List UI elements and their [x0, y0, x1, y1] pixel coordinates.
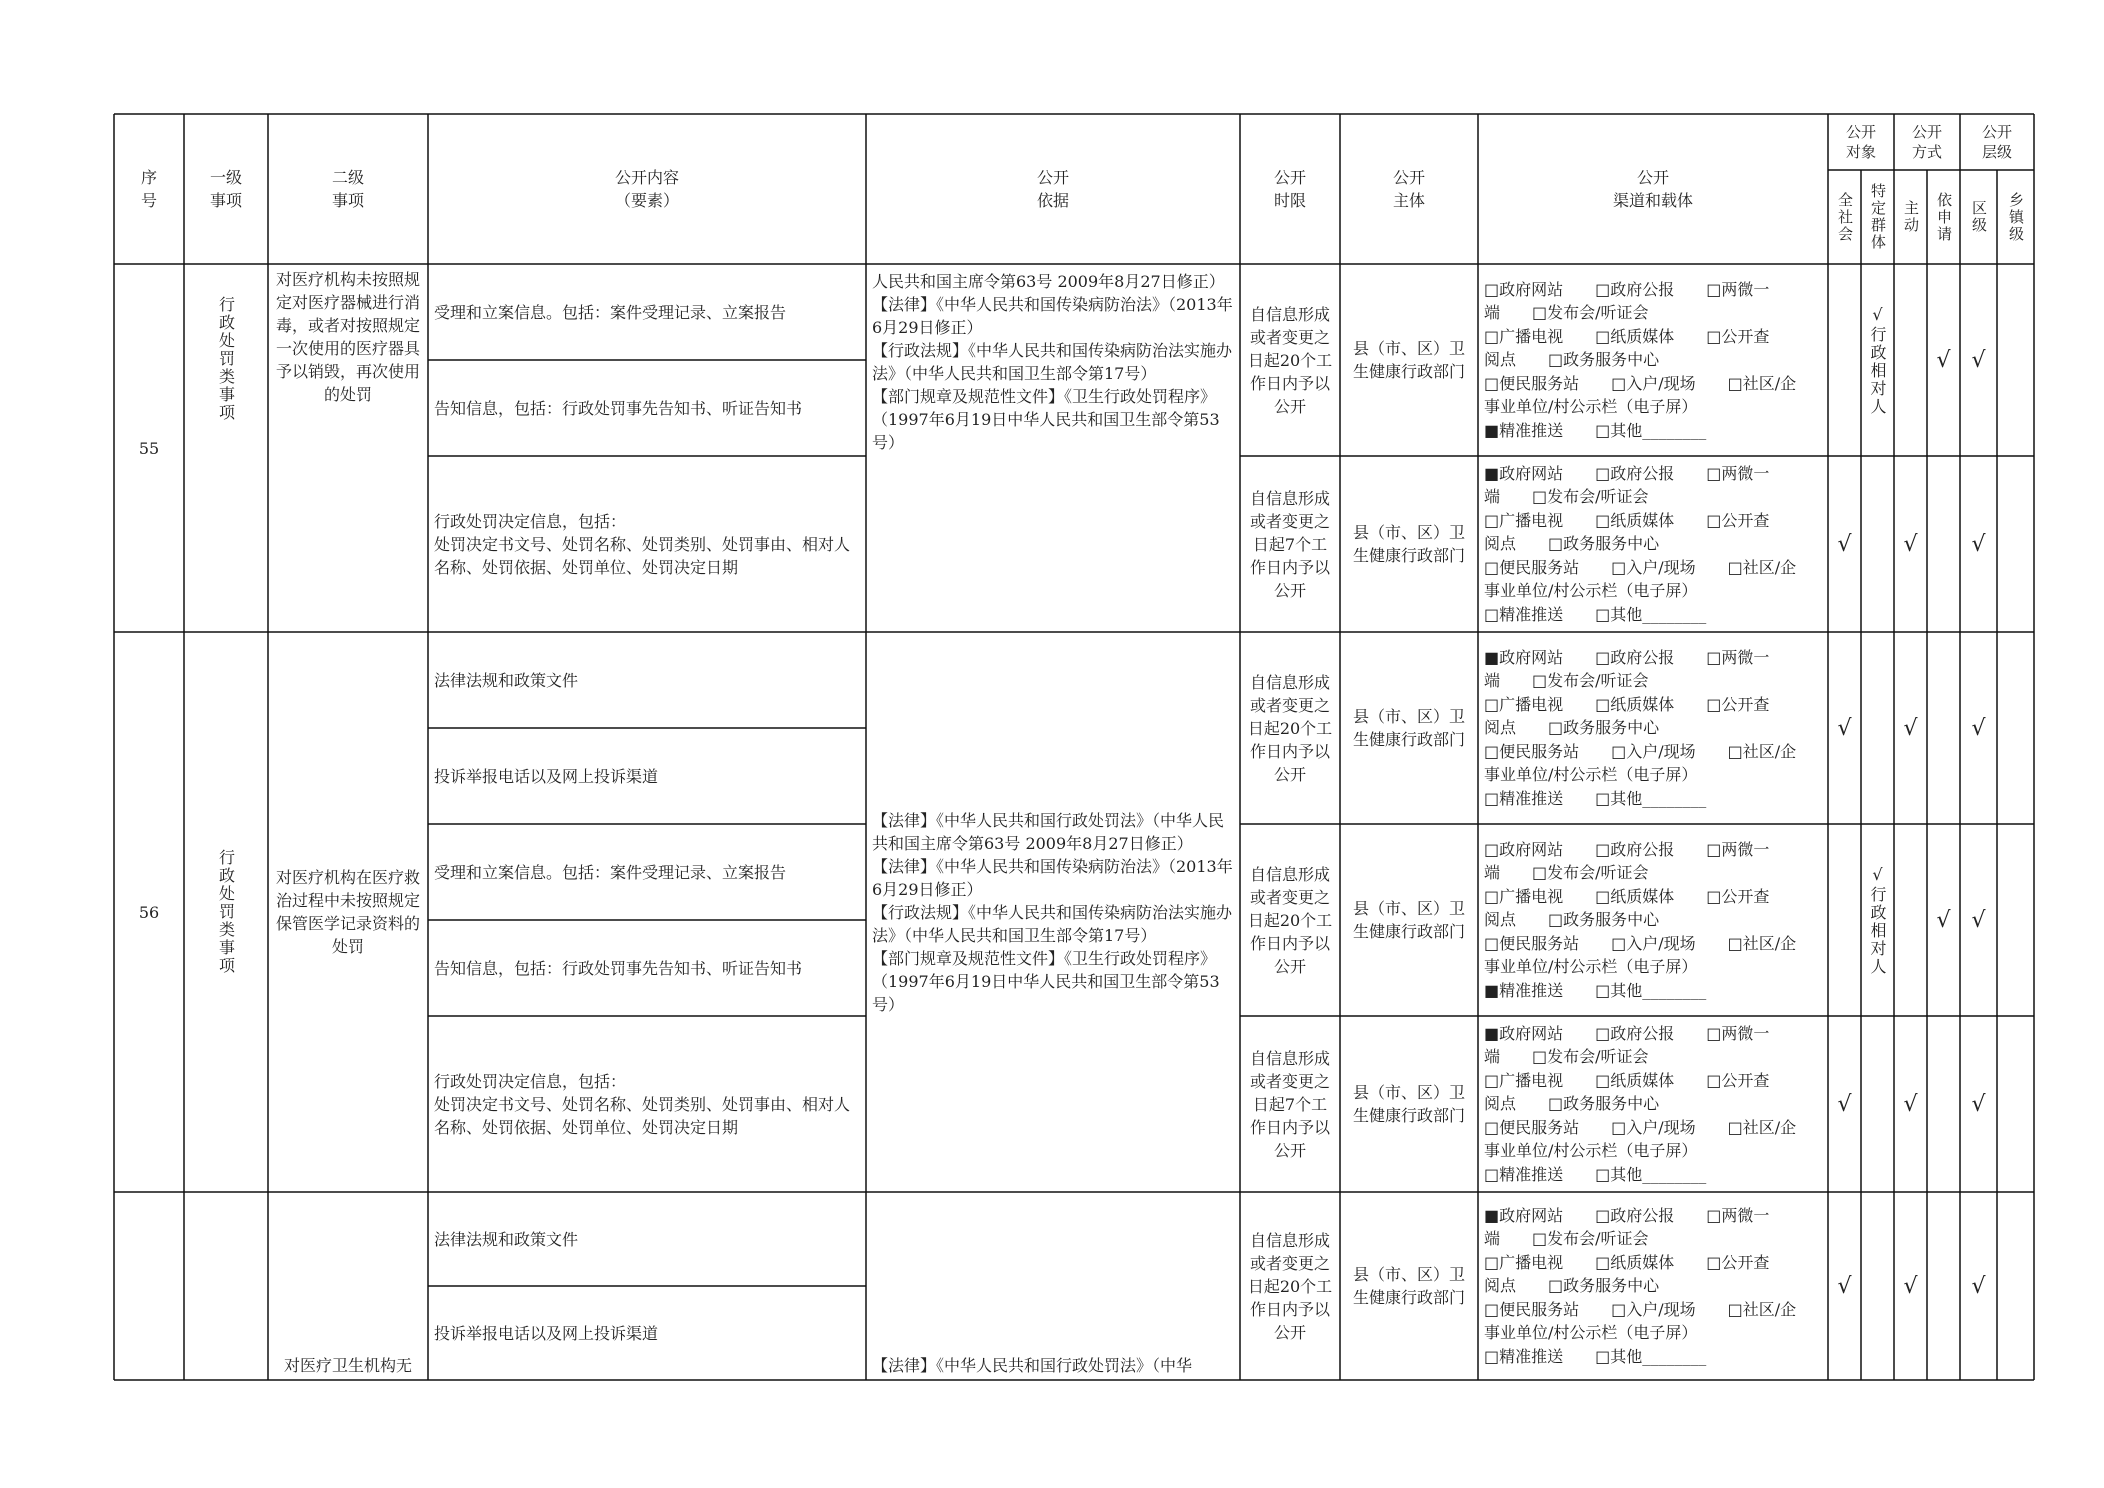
row55-level2: 对医疗机构未按照规定对医疗器械进行消毒，或者对按照规定一次使用的医疗器具予以销毁，再次使用的处罚 — [276, 270, 421, 404]
row55-specific-group-1: √行政相对人 — [1868, 304, 1887, 416]
header-method: 公开 方式 — [1911, 123, 1942, 161]
row56-content-e: 行政处罚决定信息，包括： 处罚决定书文号、处罚名称、处罚类别、处罚事由、相对人名称、处罚依据、处罚单位、处罚决定日期 — [434, 1071, 851, 1137]
row57-content-a: 法律法规和政策文件 — [434, 1229, 579, 1249]
header-tier: 公开 层级 — [1981, 123, 2012, 161]
row56-channel-3: ■政府网站 □政府公报 □两微一 端 □发布会/听证会 □广播电视 □纸质媒体 □公开查 阅点 □政务服务中心 □便民服务站 □入户/现场 □社区/企 事业单位/村公示栏（电子屏） □精准推送 □其他________ — [1484, 1023, 1797, 1184]
row55-active-2: √ — [1903, 531, 1918, 557]
row56-deadline-1: 自信息形成或者变更之日起20个工作日内予以公开 — [1247, 672, 1333, 784]
row56-basis: 【法律】《中华人民共和国行政处罚法》（中华人民共和国主席令第63号 2009年8月27日修正） 【法律】《中华人民共和国传染病防治法》（2013年6月29日修正） 【行政法规】《中华人民共和国传染病防治法实施办法》（中华人民共和国卫生部令第17号） 【部门规章及规范性文件】《卫生行政处罚程序》（1997年6月19日中华人民共和国卫生部令第53号） — [872, 810, 1233, 1014]
row55-basis: 人民共和国主席令第63号 2009年8月27日修正） 【法律】《中华人民共和国传染病防治法》（2013年6月29日修正） 【行政法规】《中华人民共和国传染病防治法实施办法》（中华人民共和国卫生部令第17号） 【部门规章及规范性文件】《卫生行政处罚程序》（1997年6月19日中华人民共和国卫生部令第53号） — [872, 272, 1233, 452]
row57-basis: 【法律】《中华人民共和国行政处罚法》（中华 — [872, 1355, 1193, 1375]
header-content: 公开内容 （要素） — [614, 168, 679, 210]
row55-district-1: √ — [1971, 347, 1986, 373]
row55-channel-1: □政府网站 □政府公报 □两微一 端 □发布会/听证会 □广播电视 □纸质媒体 □公开查 阅点 □政务服务中心 □便民服务站 □入户/现场 □社区/企 事业单位/村公示栏（电子屏） ■精准推送 □其他________ — [1484, 279, 1797, 440]
row56-content-d: 告知信息，包括：行政处罚事先告知书、听证告知书 — [434, 958, 803, 978]
row56-district-2: √ — [1971, 907, 1986, 933]
row57-channel-1: ■政府网站 □政府公报 □两微一 端 □发布会/听证会 □广播电视 □纸质媒体 □公开查 阅点 □政务服务中心 □便民服务站 □入户/现场 □社区/企 事业单位/村公示栏（电子屏） □精准推送 □其他________ — [1484, 1205, 1797, 1366]
row56-seq: 56 — [138, 902, 160, 922]
row56-content-a: 法律法规和政策文件 — [434, 670, 579, 690]
row55-level1: 行政处罚类事项 — [216, 296, 236, 422]
row57-deadline-1: 自信息形成或者变更之日起20个工作日内予以公开 — [1247, 1230, 1333, 1342]
header-specific-group: 特定群体 — [1869, 183, 1887, 251]
row56-channel-2: □政府网站 □政府公报 □两微一 端 □发布会/听证会 □广播电视 □纸质媒体 □公开查 阅点 □政务服务中心 □便民服务站 □入户/现场 □社区/企 事业单位/村公示栏（电子屏） ■精准推送 □其他________ — [1484, 839, 1797, 1000]
header-district: 区级 — [1970, 200, 1988, 234]
row57-content-b: 投诉举报电话以及网上投诉渠道 — [434, 1323, 659, 1343]
row55-content-a: 受理和立案信息。包括：案件受理记录、立案报告 — [434, 302, 787, 322]
header-subject: 公开 主体 — [1392, 168, 1425, 210]
header-all-society: 全社会 — [1836, 191, 1854, 243]
row55-subject-1: 县（市、区）卫生健康行政部门 — [1352, 339, 1465, 381]
row55-content-c: 行政处罚决定信息，包括： 处罚决定书文号、处罚名称、处罚类别、处罚事由、相对人名称、处罚依据、处罚单位、处罚决定日期 — [434, 511, 851, 577]
row56-deadline-3: 自信息形成或者变更之日起7个工作日内予以公开 — [1249, 1048, 1330, 1160]
row56-all-society-1: √ — [1837, 715, 1852, 741]
row56-subject-3: 县（市、区）卫生健康行政部门 — [1352, 1083, 1465, 1125]
row57-district-1: √ — [1971, 1273, 1986, 1299]
row55-content-b: 告知信息，包括：行政处罚事先告知书、听证告知书 — [434, 398, 803, 418]
row56-all-society-3: √ — [1837, 1091, 1852, 1117]
row55-subject-2: 县（市、区）卫生健康行政部门 — [1352, 523, 1465, 565]
header-on-request: 依申请 — [1935, 191, 1953, 243]
row55-all-society-2: √ — [1837, 531, 1852, 557]
row56-level1: 行政处罚类事项 — [216, 849, 236, 975]
row55-deadline-2: 自信息形成或者变更之日起7个工作日内予以公开 — [1249, 488, 1330, 600]
row57-subject-1: 县（市、区）卫生健康行政部门 — [1352, 1265, 1465, 1307]
header-target: 公开 对象 — [1845, 123, 1876, 161]
header-township: 乡镇级 — [2007, 191, 2025, 243]
row55-district-2: √ — [1971, 531, 1986, 557]
row56-channel-1: ■政府网站 □政府公报 □两微一 端 □发布会/听证会 □广播电视 □纸质媒体 □公开查 阅点 □政务服务中心 □便民服务站 □入户/现场 □社区/企 事业单位/村公示栏（电子屏） □精准推送 □其他________ — [1484, 647, 1797, 808]
row55-seq: 55 — [138, 438, 160, 458]
row55-deadline-1: 自信息形成或者变更之日起20个工作日内予以公开 — [1247, 304, 1333, 416]
header-basis: 公开 依据 — [1036, 168, 1069, 210]
row56-content-c: 受理和立案信息。包括：案件受理记录、立案报告 — [434, 862, 787, 882]
row56-on-request-2: √ — [1936, 907, 1951, 933]
row56-deadline-2: 自信息形成或者变更之日起20个工作日内予以公开 — [1247, 864, 1333, 976]
header-level1: 一级 事项 — [209, 168, 242, 210]
row56-subject-1: 县（市、区）卫生健康行政部门 — [1352, 707, 1465, 749]
header-channel: 公开 渠道和载体 — [1612, 168, 1693, 210]
row57-active-1: √ — [1903, 1273, 1918, 1299]
row55-on-request-1: √ — [1936, 347, 1951, 373]
header-level2: 二级 事项 — [331, 168, 364, 210]
row56-subject-2: 县（市、区）卫生健康行政部门 — [1352, 899, 1465, 941]
header-seq: 序 号 — [140, 168, 157, 210]
row57-level2: 对医疗卫生机构无 — [283, 1355, 412, 1375]
row55-channel-2: ■政府网站 □政府公报 □两微一 端 □发布会/听证会 □广播电视 □纸质媒体 □公开查 阅点 □政务服务中心 □便民服务站 □入户/现场 □社区/企 事业单位/村公示栏（电子屏） □精准推送 □其他________ — [1484, 463, 1797, 624]
row56-specific-group-2: √行政相对人 — [1868, 864, 1887, 976]
header-active: 主动 — [1902, 200, 1920, 234]
row56-level2: 对医疗机构在医疗救治过程中未按照规定保管医学记录资料的处罚 — [276, 868, 421, 956]
row56-active-1: √ — [1903, 715, 1918, 741]
row56-content-b: 投诉举报电话以及网上投诉渠道 — [434, 766, 659, 786]
row56-active-3: √ — [1903, 1091, 1918, 1117]
header-deadline: 公开 时限 — [1273, 168, 1306, 210]
row57-all-society-1: √ — [1837, 1273, 1852, 1299]
row56-district-1: √ — [1971, 715, 1986, 741]
row56-district-3: √ — [1971, 1091, 1986, 1117]
